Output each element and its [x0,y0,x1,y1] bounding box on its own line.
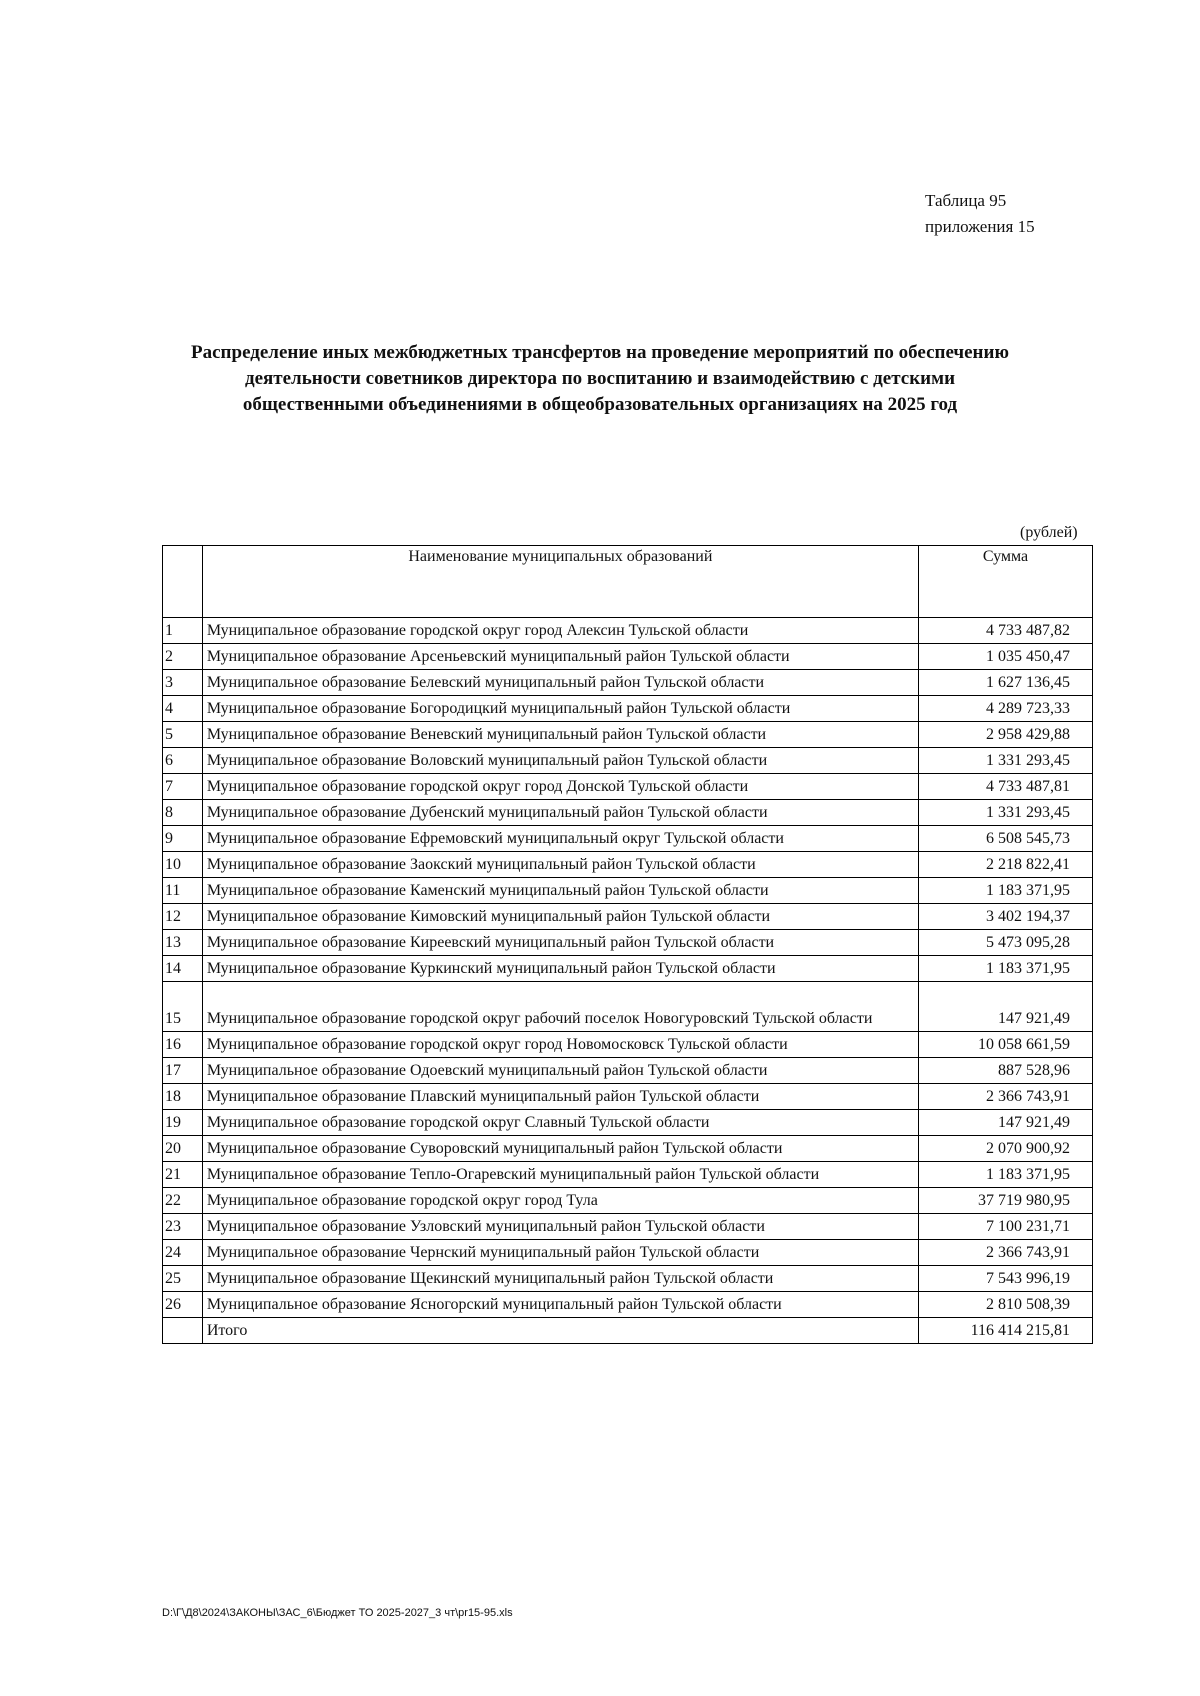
table-row [163,618,1093,644]
file-path: D:\Г\Д8\2024\ЗАКОНЫ\ЗАС_6\Бюджет ТО 2025-2027_3 чт\pr15-95.xls [162,1607,513,1619]
row-number: 10 [163,852,203,878]
row-number: 11 [163,878,203,904]
row-name: Муниципальное образование Заокский муниципальный район Тульской области [202,852,918,878]
row-name: Муниципальное образование городской округ город Алексин Тульской области [202,618,918,644]
row-number: 26 [163,1292,203,1318]
row-sum: 6 508 545,73 [918,826,1092,852]
row-number: 18 [163,1084,203,1110]
title-line-1: Распределение иных межбюджетных трансфертов на проведение мероприятий по обеспечению [191,342,1009,363]
row-number: 19 [163,1110,203,1136]
row-sum: 2 218 822,41 [918,852,1092,878]
table-row [163,878,1093,904]
table-number-label: Таблица 95 [925,191,1007,210]
table-header-row [163,546,1093,618]
row-name: Муниципальное образование Куркинский муниципальный район Тульской области [202,956,918,982]
row-number: 16 [163,1032,203,1058]
table-row [163,956,1093,982]
table-row [163,1084,1093,1110]
units-label: (рублей) [1020,524,1078,541]
row-sum: 2 810 508,39 [918,1292,1092,1318]
table-row [163,1292,1093,1318]
row-number: 14 [163,956,203,982]
row-number: 20 [163,1136,203,1162]
row-number: 21 [163,1162,203,1188]
row-number: 12 [163,904,203,930]
row-sum: 5 473 095,28 [918,930,1092,956]
row-name: Муниципальное образование городской округ рабочий поселок Новогуровский Тульской области [202,982,918,1032]
row-number: 4 [163,696,203,722]
row-sum: 4 733 487,82 [918,618,1092,644]
row-sum: 10 058 661,59 [918,1032,1092,1058]
row-name: Муниципальное образование Дубенский муниципальный район Тульской области [202,800,918,826]
row-name: Муниципальное образование Суворовский муниципальный район Тульской области [202,1136,918,1162]
row-name: Муниципальное образование Арсеньевский муниципальный район Тульской области [202,644,918,670]
table-row [163,722,1093,748]
row-sum: 3 402 194,37 [918,904,1092,930]
table-row [163,1110,1093,1136]
table-row [163,748,1093,774]
row-sum: 1 183 371,95 [918,956,1092,982]
row-number: 24 [163,1240,203,1266]
row-number: 13 [163,930,203,956]
row-name: Муниципальное образование Кимовский муниципальный район Тульской области [202,904,918,930]
distribution-table [162,545,1093,1344]
table-row [163,1162,1093,1188]
row-name: Муниципальное образование Воловский муниципальный район Тульской области [202,748,918,774]
header-number-cell [163,546,203,618]
row-number: 8 [163,800,203,826]
row-name: Муниципальное образование городской округ город Тула [202,1188,918,1214]
row-name: Муниципальное образование Плавский муниципальный район Тульской области [202,1084,918,1110]
row-number: 25 [163,1266,203,1292]
header-name-cell: Наименование муниципальных образований [202,546,918,618]
row-number: 9 [163,826,203,852]
row-name: Муниципальное образование Киреевский муниципальный район Тульской области [202,930,918,956]
row-number: 7 [163,774,203,800]
row-sum: 2 366 743,91 [918,1084,1092,1110]
table-row [163,1214,1093,1240]
row-sum: 2 366 743,91 [918,1240,1092,1266]
table-row [163,1058,1093,1084]
table-row [163,1240,1093,1266]
row-number: 3 [163,670,203,696]
title-line-3: общественными объединениями в общеобразовательных организациях на 2025 год [242,394,958,415]
row-sum: 1 627 136,45 [918,670,1092,696]
row-sum: 4 289 723,33 [918,696,1092,722]
table-row [163,904,1093,930]
table-row [163,826,1093,852]
row-number: 2 [163,644,203,670]
table-row [163,1188,1093,1214]
row-sum: 887 528,96 [918,1058,1092,1084]
row-number: 1 [163,618,203,644]
table-row [163,774,1093,800]
row-name: Муниципальное образование Одоевский муниципальный район Тульской области [202,1058,918,1084]
row-name: Муниципальное образование Ефремовский муниципальный округ Тульской области [202,826,918,852]
row-number: 15 [163,982,203,1032]
row-name: Муниципальное образование городской округ город Новомосковск Тульской области [202,1032,918,1058]
row-number: 23 [163,1214,203,1240]
appendix-label: приложения 15 [925,217,1035,236]
table-row [163,852,1093,878]
row-number: 5 [163,722,203,748]
row-sum: 147 921,49 [918,982,1092,1032]
row-sum: 1 331 293,45 [918,800,1092,826]
row-sum: 2 958 429,88 [918,722,1092,748]
title-line-2: деятельности советников директора по воспитанию и взаимодействию с детскими [244,368,956,389]
table-row [163,644,1093,670]
total-row [163,1318,1093,1344]
table-row [163,1032,1093,1058]
total-label: Итого [202,1318,918,1344]
table-row [163,800,1093,826]
row-name: Муниципальное образование Щекинский муниципальный район Тульской области [202,1266,918,1292]
row-name: Муниципальное образование Веневский муниципальный район Тульской области [202,722,918,748]
row-sum: 2 070 900,92 [918,1136,1092,1162]
table-reference [925,188,1035,240]
row-sum: 1 035 450,47 [918,644,1092,670]
row-name: Муниципальное образование Белевский муниципальный район Тульской области [202,670,918,696]
total-sum: 116 414 215,81 [918,1318,1092,1344]
row-number: 17 [163,1058,203,1084]
row-name: Муниципальное образование Чернский муниципальный район Тульской области [202,1240,918,1266]
table-row [163,670,1093,696]
header-sum-cell: Сумма [918,546,1092,618]
row-name: Муниципальное образование городской округ город Донской Тульской области [202,774,918,800]
row-sum: 7 100 231,71 [918,1214,1092,1240]
row-sum: 147 921,49 [918,1110,1092,1136]
row-name: Муниципальное образование городской округ Славный Тульской области [202,1110,918,1136]
document-title [150,340,1050,418]
row-number: 22 [163,1188,203,1214]
table-row [163,982,1093,1032]
row-name: Муниципальное образование Тепло-Огаревский муниципальный район Тульской области [202,1162,918,1188]
row-sum: 1 183 371,95 [918,1162,1092,1188]
row-name: Муниципальное образование Богородицкий муниципальный район Тульской области [202,696,918,722]
row-name: Муниципальное образование Узловский муниципальный район Тульской области [202,1214,918,1240]
table-row [163,696,1093,722]
row-sum: 37 719 980,95 [918,1188,1092,1214]
total-number-cell [163,1318,203,1344]
table-row [163,1136,1093,1162]
row-sum: 1 183 371,95 [918,878,1092,904]
row-sum: 1 331 293,45 [918,748,1092,774]
row-number: 6 [163,748,203,774]
table-row [163,1266,1093,1292]
row-name: Муниципальное образование Каменский муниципальный район Тульской области [202,878,918,904]
row-name: Муниципальное образование Ясногорский муниципальный район Тульской области [202,1292,918,1318]
table-row [163,930,1093,956]
row-sum: 7 543 996,19 [918,1266,1092,1292]
row-sum: 4 733 487,81 [918,774,1092,800]
